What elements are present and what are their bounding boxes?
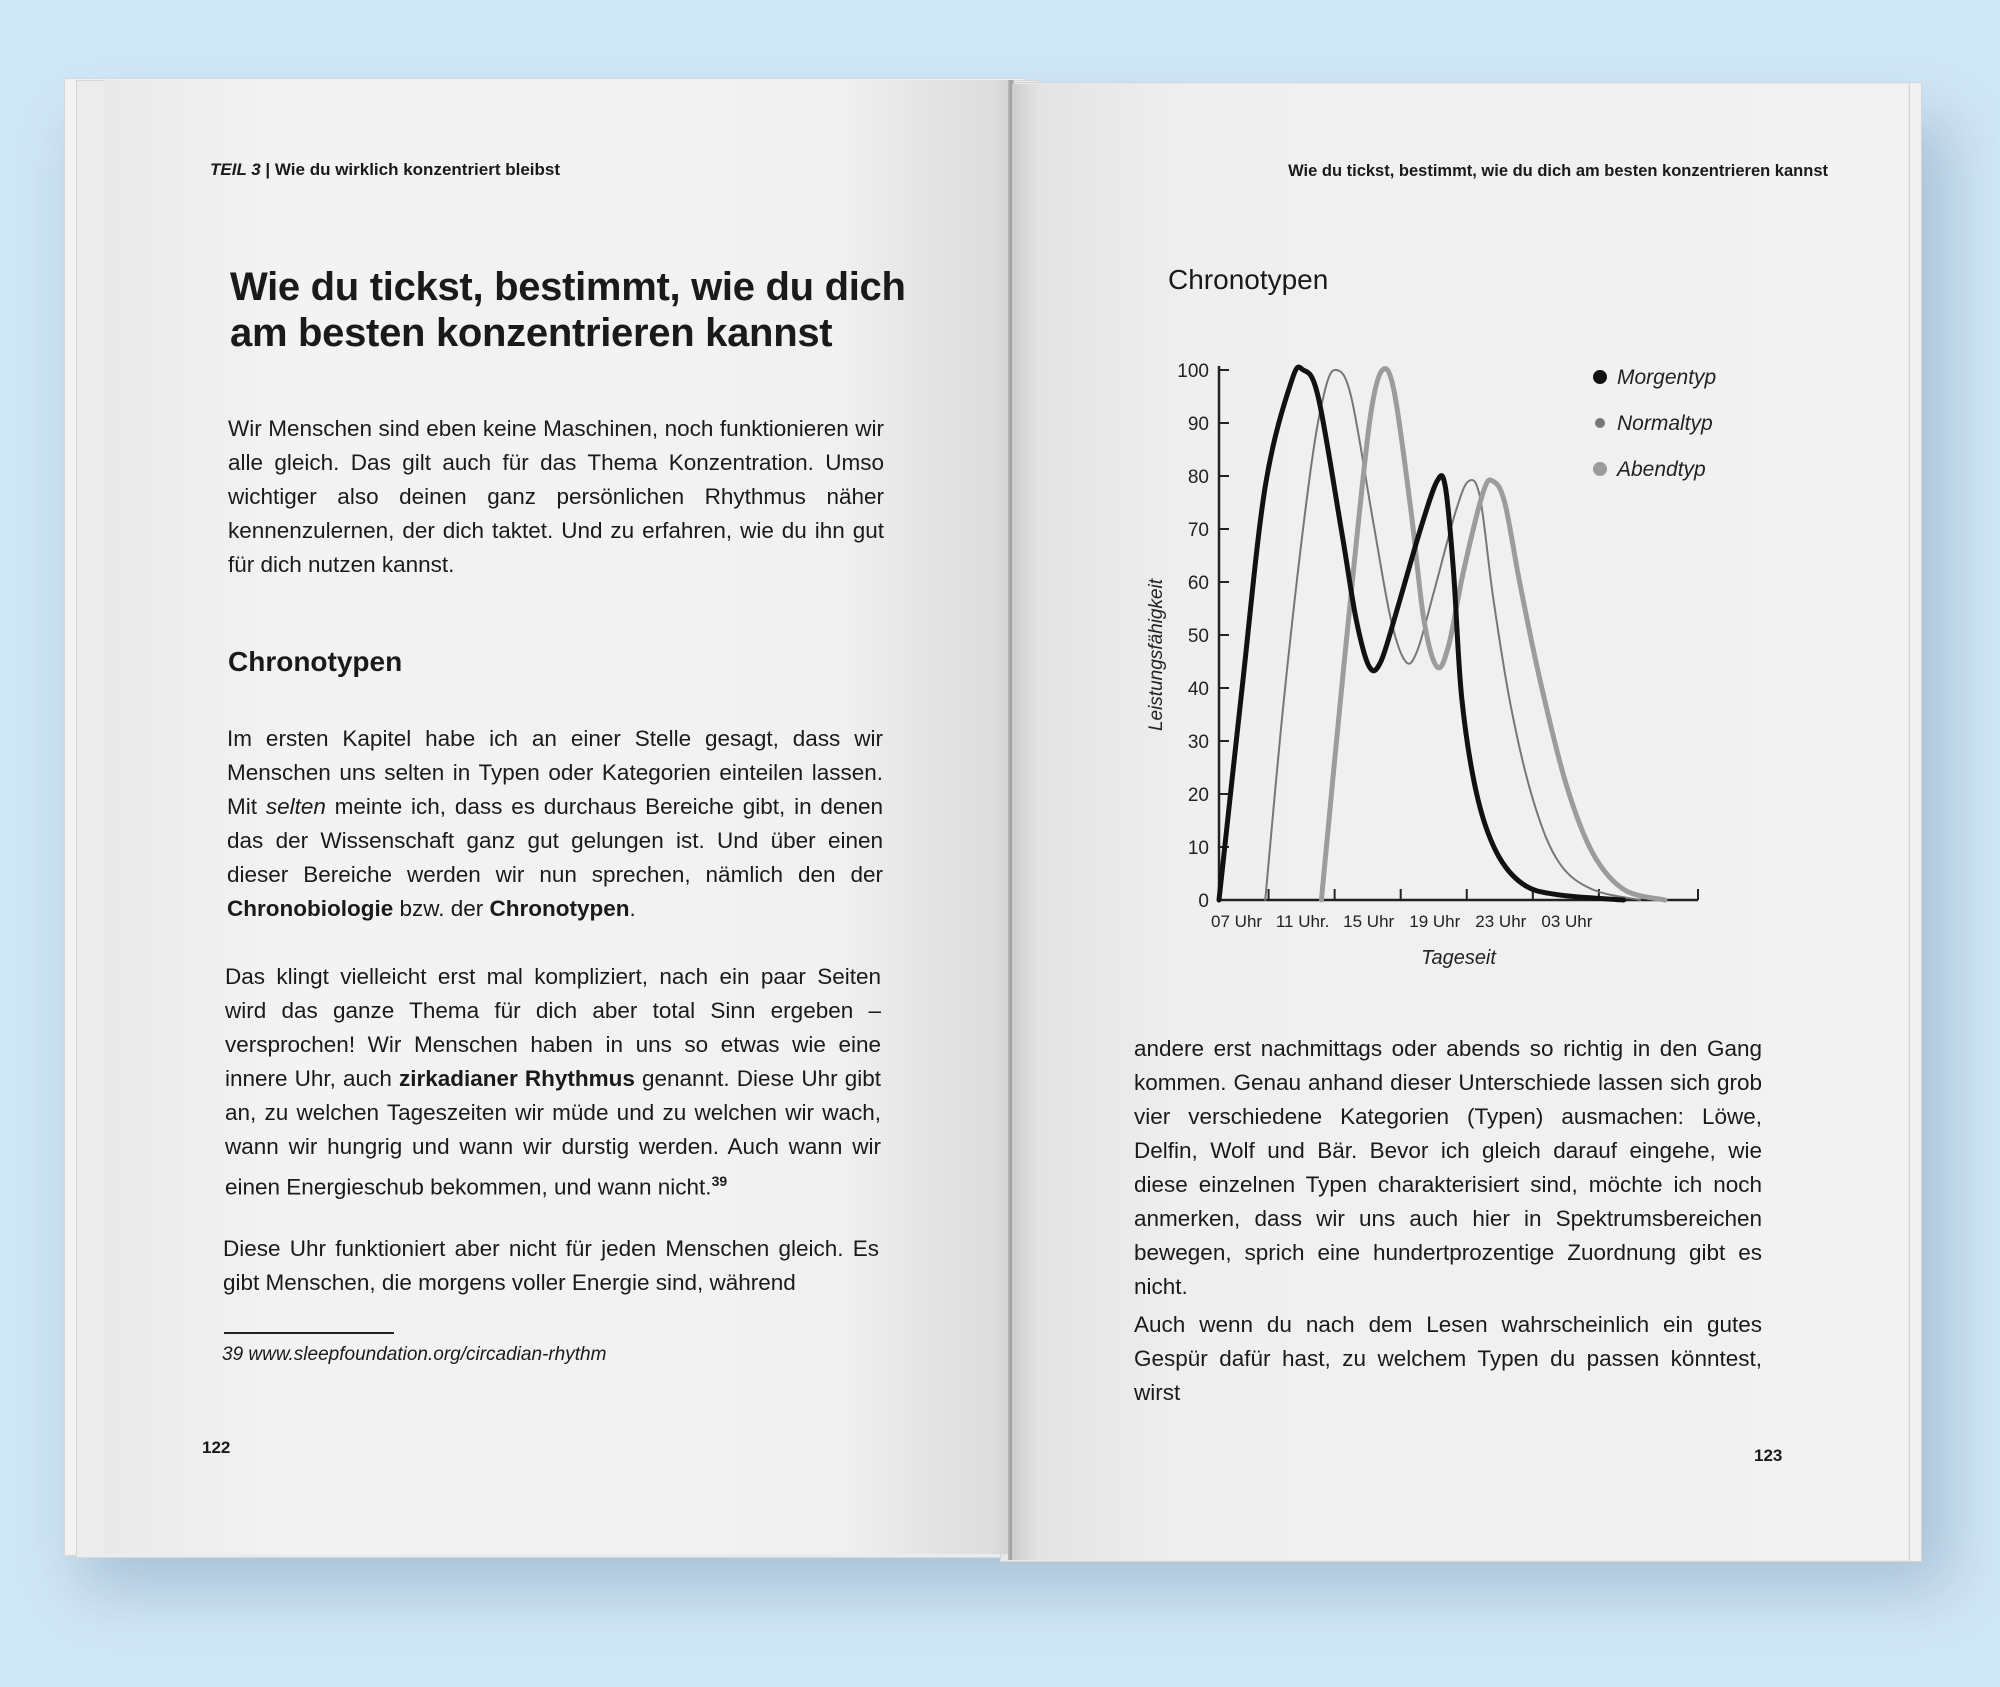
- chapter-title-line-1: Wie du tickst, bestimmt, wie du dich: [230, 265, 906, 309]
- right-running-head: Wie du tickst, bestimmt, wie du dich am besten konzentrieren kannst: [1288, 162, 1828, 180]
- footnote-rule: [224, 1332, 394, 1334]
- intro-paragraph: Wir Menschen sind eben keine Maschinen, noch funktionieren wir alle gleich. Das gilt auch für das Thema Konzentration. Umso wichtiger also deinen ganz persönlichen Rhythmus näher kennenzulernen, der dich taktet. Und zu erfahren, wie du ihn gut für dich nutzen kannst.: [228, 416, 884, 577]
- p1-text-a: Im ersten Kapitel habe ich an einer Stelle gesagt, dass wir Menschen uns selten in Typen oder Kategorien einteilen lassen. Mit: [227, 726, 883, 819]
- running-head-separator: |: [260, 160, 275, 179]
- p1-text-c: bzw. der: [393, 896, 490, 921]
- x-tick-label: 03 Uhr: [1541, 912, 1593, 931]
- series-line-abendtyp: [1321, 369, 1665, 900]
- p2-text-b: genannt. Diese Uhr gibt an, zu welchen Tageszeiten wir müde und zu welchen wir wach, wann wir hungrig und wann wir durstig werden. Auch wann wir einen Energieschub bekommen, und wann nicht.: [225, 1066, 881, 1200]
- x-axis-label: Tageseit: [1421, 947, 1496, 969]
- chart-title: Chronotypen: [1168, 264, 1329, 295]
- x-tick-label: 11 Uhr.: [1275, 912, 1330, 931]
- paragraph-uhr: Diese Uhr funktioniert aber nicht für jeden Menschen gleich. Es gibt Menschen, die morgens voller Energie sind, während: [223, 1236, 879, 1295]
- paragraph-chronotypen: [227, 722, 883, 926]
- left-page-number: 122: [202, 1438, 231, 1457]
- x-tick-label: 07 Uhr: [1211, 912, 1263, 931]
- part-title: Wie du wirklich konzentriert bleibst: [274, 160, 561, 179]
- p1-emphasis: selten: [265, 794, 326, 819]
- legend-label-morgentyp: Morgentyp: [1617, 366, 1717, 389]
- paragraph-circadian: [225, 960, 881, 1205]
- legend-marker-abendtyp: [1593, 462, 1607, 476]
- legend-label-abendtyp: Abendtyp: [1617, 458, 1706, 481]
- p1-text-b: meinte ich, dass es durchaus Bereiche gibt, in denen das der Wissenschaft ganz gut gelungen ist. Und über einen dieser Bereiche werden wir nun sprechen, nämlich den der: [227, 794, 883, 887]
- chapter-title-line-2: am besten konzentrieren kannst: [230, 311, 833, 355]
- legend-label-normaltyp: Normaltyp: [1617, 412, 1713, 435]
- left-page: [104, 80, 1014, 1554]
- y-tick-label: 80: [1187, 467, 1209, 488]
- y-tick-label: 70: [1187, 520, 1209, 541]
- p1-term-chronobiologie: Chronobiologie: [227, 896, 394, 921]
- y-tick-label: 100: [1177, 361, 1209, 382]
- chart-legend: [1593, 366, 1716, 481]
- y-tick-label: 90: [1187, 414, 1209, 435]
- x-tick-label: 15 Uhr: [1343, 912, 1395, 931]
- right-paragraph-1: andere erst nachmittags oder abends so richtig in den Gang kommen. Genau anhand dieser Unterschiede lassen sich grob vier verschiedene Kategorien (Typen) ausmachen: Löwe, Delfin, Wolf und Bär. Bevor ich gleich darauf eingehe, wie diese einzelnen Typen charakterisiert sind, möchte ich noch anmerken, dass wir uns auch hier in Spektrumsbereichen bewegen, sprich eine hundertprozentige Zuordnung gibt es nicht.: [1134, 1036, 1762, 1299]
- p2-text-a: Das klingt vielleicht erst mal kompliziert, nach ein paar Seiten wird das ganze Thema für dich aber total Sinn ergeben – versprochen! Wir Menschen haben in uns so etwas wie eine innere Uhr, auch: [225, 964, 881, 1091]
- right-page: [1012, 84, 1908, 1560]
- right-page-number: 123: [1754, 1446, 1783, 1465]
- x-tick-label: 19 Uhr: [1409, 912, 1461, 931]
- series-line-morgentyp: [1219, 367, 1624, 900]
- legend-marker-normaltyp: [1595, 418, 1605, 428]
- chapter-title: [230, 264, 910, 356]
- footnote-reference: 39: [711, 1173, 728, 1189]
- p1-term-chronotypen: Chronotypen: [489, 896, 630, 921]
- p1-text-d: .: [629, 896, 636, 921]
- x-tick-label: 23 Uhr: [1475, 912, 1527, 931]
- footnote: 39 www.sleepfoundation.org/circadian-rhythm: [222, 1344, 607, 1365]
- chronotypen-chart: [1052, 314, 1872, 1034]
- chart-axes: [1146, 361, 1698, 969]
- left-running-head: [210, 160, 560, 180]
- p2-term-rhythmus: zirkadianer Rhythmus: [398, 1066, 635, 1091]
- y-tick-label: 0: [1198, 891, 1209, 912]
- legend-marker-morgentyp: [1593, 370, 1607, 384]
- y-tick-label: 30: [1187, 732, 1209, 753]
- section-heading: Chronotypen: [228, 646, 403, 677]
- y-tick-label: 10: [1187, 838, 1209, 859]
- y-tick-label: 20: [1187, 785, 1209, 806]
- right-paragraph-2: Auch wenn du nach dem Lesen wahrscheinlich ein gutes Gespür dafür hast, zu welchem Typen du passen könntest, wirst: [1134, 1312, 1762, 1405]
- y-axis-label: Leistungsfähigkeit: [1146, 578, 1167, 732]
- y-tick-label: 50: [1187, 626, 1209, 647]
- part-label: TEIL 3: [210, 160, 261, 179]
- y-tick-label: 40: [1187, 679, 1209, 700]
- y-tick-label: 60: [1187, 573, 1209, 594]
- chart-curves: [1219, 367, 1665, 900]
